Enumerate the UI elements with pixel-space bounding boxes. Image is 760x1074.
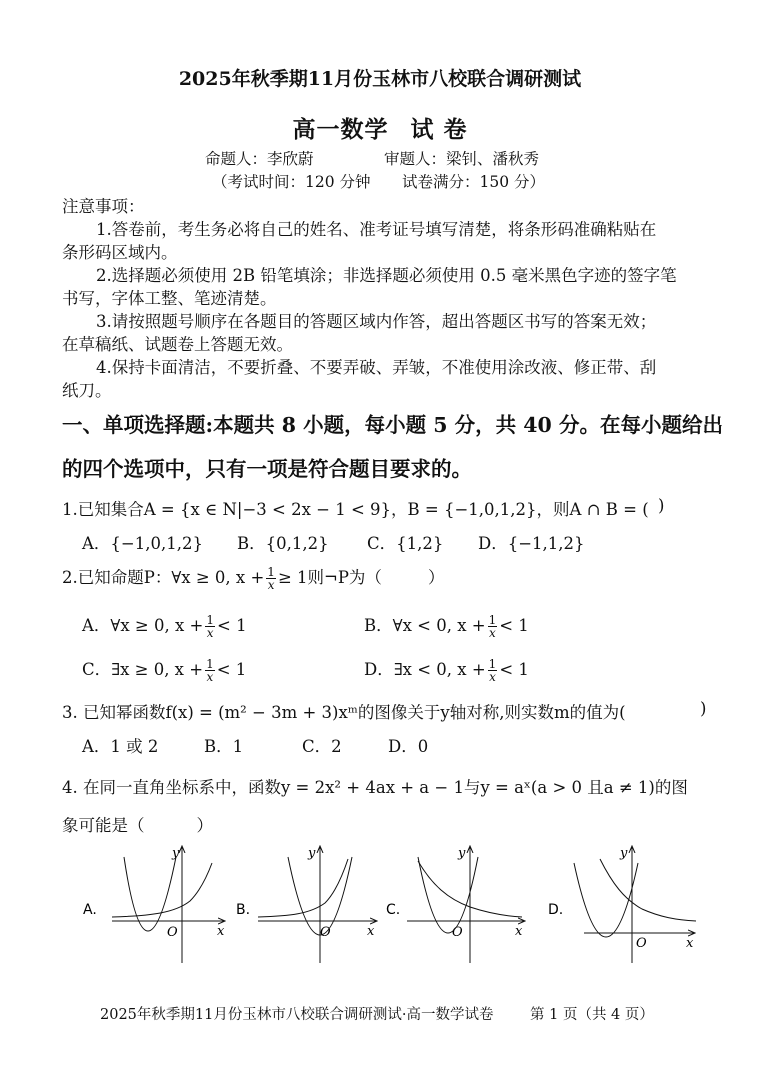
paper-subtitle	[0, 111, 760, 144]
question-2-close: ）	[427, 568, 445, 587]
notice-line: 2.选择题必须使用 2B 铅笔填涂；非选择题必须使用 0.5 毫米黑色字迹的签字笔	[96, 266, 677, 285]
x-axis-label: x	[515, 924, 523, 939]
q1-option-b: B．{0,1,2}	[237, 534, 329, 553]
q3-option-b: B．1	[204, 737, 244, 756]
question-3-stem: 3. 已知幂函数f(x) = (m² − 3m + 3)xᵐ的图像关于y轴对称,则实数m的值为(	[62, 703, 626, 722]
opt-suffix: < 1	[216, 660, 247, 679]
authors: 命题人：李欣蔚	[205, 150, 314, 168]
exponential-curve	[258, 859, 348, 917]
origin-label: O	[167, 925, 178, 940]
graph-c-label: C.	[386, 902, 401, 918]
q1-option-c: C．{1,2}	[367, 534, 444, 553]
graph-b-label: B.	[236, 902, 251, 918]
q2-fraction	[266, 566, 276, 591]
frac-num: 1	[488, 613, 497, 627]
origin-label: O	[320, 925, 331, 940]
notice-line: 1.答卷前，考生务必将自己的姓名、准考证号填写清楚，将条形码准确粘贴在	[96, 220, 657, 239]
opt-prefix: D．∃x < 0, x +	[364, 660, 486, 679]
frac-den: x	[267, 578, 275, 592]
q4-graphs	[0, 835, 760, 975]
question-1-stem: 1.已知集合A = {x ∈ N|−3 < 2x − 1 < 9}，B = {−1,0,1,2}，则A ∩ B = (	[62, 500, 649, 519]
q2-option-d	[364, 656, 529, 683]
y-axis-label: y	[172, 846, 180, 861]
q1-option-d: D．{−1,1,2}	[478, 534, 585, 553]
q2-option-c	[82, 656, 246, 683]
x-axis-label: x	[367, 924, 375, 939]
graph-d-label: D.	[548, 902, 564, 918]
notice-line: 纸刀。	[62, 381, 112, 400]
opt-fraction	[205, 658, 215, 683]
subject-name: 高一数学	[292, 116, 389, 143]
opt-fraction	[205, 614, 215, 639]
opt-prefix: C．∃x ≥ 0, x +	[82, 660, 204, 679]
q2-option-b	[364, 612, 529, 639]
notice-line: 在草稿纸、试题卷上答题无效。	[62, 335, 293, 354]
frac-num: 1	[267, 565, 275, 579]
exponential-curve	[112, 863, 212, 917]
graph-d	[548, 846, 696, 963]
question-4-stem: 4. 在同一直角坐标系中，函数y = 2x² + 4ax + a − 1与y = aˣ(a > 0 且a ≠ 1)的图	[62, 778, 688, 797]
notice-line: 书写，字体工整、笔迹清楚。	[62, 289, 277, 308]
question-1-close: )	[658, 496, 665, 515]
opt-fraction	[488, 658, 498, 683]
question-2-stem	[62, 564, 444, 591]
opt-suffix: < 1	[217, 616, 247, 635]
question-4-stem-cont	[62, 812, 213, 836]
origin-label: O	[636, 936, 647, 951]
notice-line: 条形码区域内。	[62, 243, 178, 262]
opt-suffix: < 1	[499, 660, 529, 679]
graph-a-label: A.	[83, 902, 97, 918]
frac-num: 1	[488, 657, 497, 671]
page-number: 第 1 页（共 4 页）	[530, 1007, 654, 1023]
section-heading: 一、单项选择题:本题共 8 小题，每小题 5 分，共 40 分。在每小题给出	[62, 413, 723, 437]
notice-line: 3.请按照题号顺序在各题目的答题区域内作答，超出答题区书写的答案无效；	[96, 312, 657, 331]
notice-heading: 注意事项：	[62, 197, 145, 216]
exam-title: 2025年秋季期11月份玉林市八校联合调研测试	[178, 68, 582, 90]
q2-stem-suffix: ≥ 1则¬P为（	[277, 568, 382, 587]
q3-option-a: A．1 或 2	[82, 737, 159, 756]
graph-c	[386, 846, 524, 963]
full-score: 试卷满分：150 分）	[402, 173, 546, 191]
y-axis-label: y	[308, 846, 316, 861]
opt-suffix: < 1	[499, 616, 529, 635]
y-axis-label: y	[620, 846, 628, 861]
frac-num: 1	[206, 613, 214, 627]
frac-den: x	[489, 670, 496, 684]
q1-option-a: A．{−1,0,1,2}	[82, 534, 203, 553]
opt-fraction	[488, 614, 498, 639]
q4-stem-line2: 象可能是（	[62, 816, 145, 835]
frac-num: 1	[206, 657, 214, 671]
origin-label: O	[452, 925, 463, 940]
paper-label: 试 卷	[410, 116, 468, 143]
graph-a	[83, 846, 225, 963]
frac-den: x	[206, 626, 214, 640]
q2-stem-prefix: 2.已知命题P：∀x ≥ 0, x +	[62, 568, 265, 587]
q3-option-c: C．2	[302, 737, 342, 756]
parabola-curve	[124, 857, 176, 931]
frac-den: x	[206, 670, 214, 684]
graph-b	[236, 846, 376, 963]
opt-prefix: A．∀x ≥ 0, x +	[82, 616, 204, 635]
question-4-close: ）	[196, 816, 213, 835]
x-axis-label: x	[686, 936, 694, 951]
exponential-curve	[600, 859, 696, 921]
footer-text: 2025年秋季期11月份玉林市八校联合调研测试·高一数学试卷	[100, 1007, 494, 1023]
q3-option-d: D．0	[388, 737, 429, 756]
x-axis-label: x	[217, 924, 225, 939]
exam-time: （考试时间：120 分钟	[212, 173, 371, 191]
q2-option-a	[82, 612, 247, 639]
section-heading-cont: 的四个选项中，只有一项是符合题目要求的。	[62, 457, 472, 481]
question-3-close: )	[700, 699, 707, 718]
y-axis-label: y	[458, 846, 466, 861]
opt-prefix: B．∀x < 0, x +	[364, 616, 486, 635]
reviewers: 审题人：梁钊、潘秋秀	[384, 150, 540, 168]
notice-line: 4.保持卡面清洁，不要折叠、不要弄破、弄皱，不准使用涂改液、修正带、刮	[96, 358, 657, 377]
frac-den: x	[489, 626, 496, 640]
